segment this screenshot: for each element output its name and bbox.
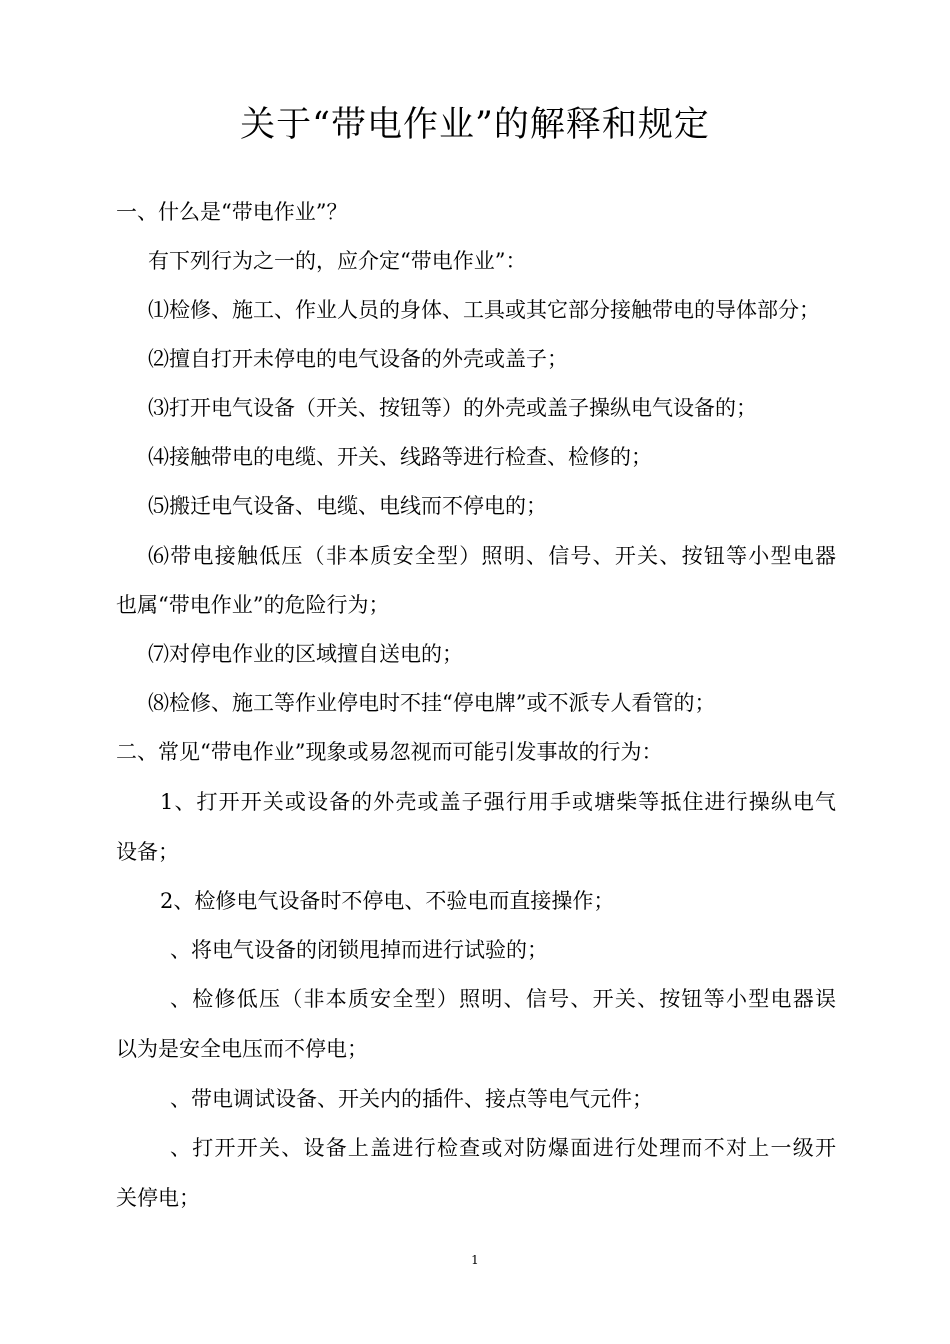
section-heading-1: 一、什么是“带电作业”？ <box>116 200 348 224</box>
list-item-8: ⑻检修、施工等作业停电时不挂“停电牌”或不派专人看管的； <box>148 691 716 715</box>
list-item-5: ⑸搬迁电气设备、电缆、电线而不停电的； <box>148 494 547 518</box>
item-6: 、打开开关、设备上盖进行检查或对防爆面进行处理而不对上一级开 <box>170 1136 836 1160</box>
item-2: 2、检修电气设备时不停电、不验电而直接操作； <box>160 889 615 913</box>
list-item-6: ⑹带电接触低压（非本质安全型）照明、信号、开关、按钮等小型电器 <box>148 544 836 568</box>
paragraph-intro: 有下列行为之一的，应介定“带电作业”： <box>148 249 527 273</box>
list-item-3: ⑶打开电气设备（开关、按钮等）的外壳或盖子操纵电气设备的； <box>148 396 757 420</box>
list-item-1: ⑴检修、施工、作业人员的身体、工具或其它部分接触带电的导体部分； <box>148 298 820 322</box>
item-5: 、带电调试设备、开关内的插件、接点等电气元件； <box>170 1087 653 1111</box>
list-item-2: ⑵擅自打开未停电的电气设备的外壳或盖子； <box>148 347 568 371</box>
item-6-continued: 关停电； <box>116 1186 200 1210</box>
item-3: 、将电气设备的闭锁甩掉而进行试验的； <box>170 938 548 962</box>
item-1: 1、打开开关或设备的外壳或盖子强行用手或塘柴等抵住进行操纵电气 <box>160 790 836 814</box>
list-item-7: ⑺对停电作业的区域擅自送电的； <box>148 642 463 666</box>
section-heading-2: 二、常见“带电作业”现象或易忽视而可能引发事故的行为： <box>116 740 663 764</box>
item-4: 、检修低压（非本质安全型）照明、信号、开关、按钮等小型电器误 <box>170 987 836 1011</box>
item-4-continued: 以为是安全电压而不停电； <box>116 1037 368 1061</box>
list-item-6-continued: 也属“带电作业”的危险行为； <box>116 593 390 617</box>
item-1-continued: 设备； <box>116 840 179 864</box>
page-number: 1 <box>471 1253 479 1267</box>
list-item-4: ⑷接触带电的电缆、开关、线路等进行检查、检修的； <box>148 445 652 469</box>
document-title: 关于“带电作业”的解释和规定 <box>240 105 710 145</box>
